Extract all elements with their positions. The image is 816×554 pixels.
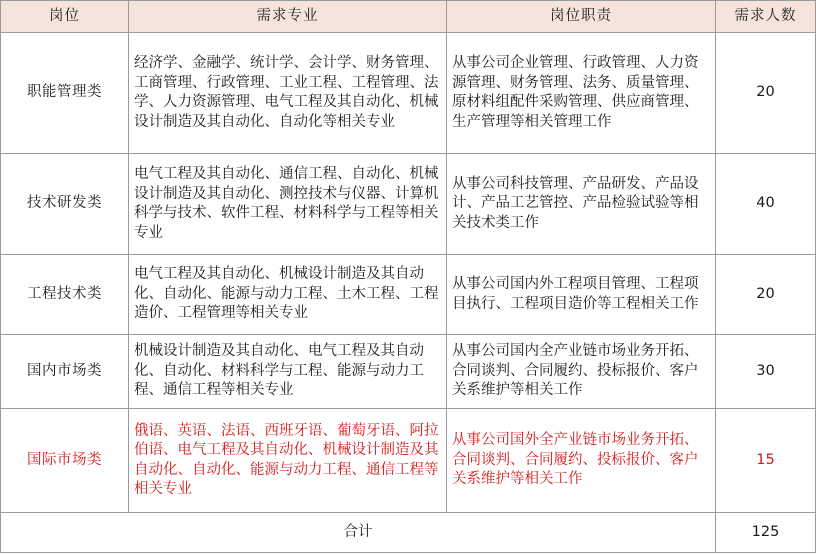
duties-cell: 从事公司科技管理、产品研发、产品设计、产品工艺管控、产品检验试验等相关技术类工作	[447, 154, 716, 255]
position-cell: 技术研发类	[1, 154, 129, 255]
duties-cell: 从事公司国内全产业链市场业务开拓、合同谈判、合同履约、投标报价、客户关系维护等相关工作	[447, 335, 716, 409]
duties-cell: 从事公司国内外工程项目管理、工程项目执行、工程项目造价等工程相关工作	[447, 255, 716, 335]
count-cell: 20	[716, 255, 816, 335]
majors-cell: 机械设计制造及其自动化、电气工程及其自动化、自动化、材料科学与工程、能源与动力工程、通信工程等相关专业	[129, 335, 447, 409]
table-row-highlighted	[1, 409, 816, 513]
majors-cell: 电气工程及其自动化、通信工程、自动化、机械设计制造及其自动化、测控技术与仪器、计算机科学与技术、软件工程、材料科学与工程等相关专业	[129, 154, 447, 255]
header-position: 岗位	[1, 1, 129, 33]
duties-cell: 从事公司企业管理、行政管理、人力资源管理、财务管理、法务、质量管理、原材料组配件采购管理、供应商管理、生产管理等相关管理工作	[447, 33, 716, 154]
table-row	[1, 154, 816, 255]
count-cell: 40	[716, 154, 816, 255]
position-cell: 职能管理类	[1, 33, 129, 154]
header-row	[1, 1, 816, 33]
table-row	[1, 33, 816, 154]
header-duties: 岗位职责	[447, 1, 716, 33]
table-row	[1, 335, 816, 409]
header-majors: 需求专业	[129, 1, 447, 33]
count-cell: 20	[716, 33, 816, 154]
total-row	[1, 513, 816, 553]
duties-cell: 从事公司国外全产业链市场业务开拓、合同谈判、合同履约、投标报价、客户关系维护等相关工作	[447, 409, 716, 513]
total-label: 合计	[1, 513, 716, 553]
count-cell: 15	[716, 409, 816, 513]
position-cell: 工程技术类	[1, 255, 129, 335]
position-cell: 国内市场类	[1, 335, 129, 409]
total-count: 125	[716, 513, 816, 553]
header-count: 需求人数	[716, 1, 816, 33]
majors-cell: 经济学、金融学、统计学、会计学、财务管理、工商管理、行政管理、工业工程、工程管理、法学、人力资源管理、电气工程及其自动化、机械设计制造及其自动化、自动化等相关专业	[129, 33, 447, 154]
table-row	[1, 255, 816, 335]
position-cell: 国际市场类	[1, 409, 129, 513]
majors-cell: 电气工程及其自动化、机械设计制造及其自动化、自动化、能源与动力工程、土木工程、工程造价、工程管理等相关专业	[129, 255, 447, 335]
majors-cell: 俄语、英语、法语、西班牙语、葡萄牙语、阿拉伯语、电气工程及其自动化、机械设计制造及其自动化、自动化、能源与动力工程、通信工程等相关专业	[129, 409, 447, 513]
count-cell: 30	[716, 335, 816, 409]
